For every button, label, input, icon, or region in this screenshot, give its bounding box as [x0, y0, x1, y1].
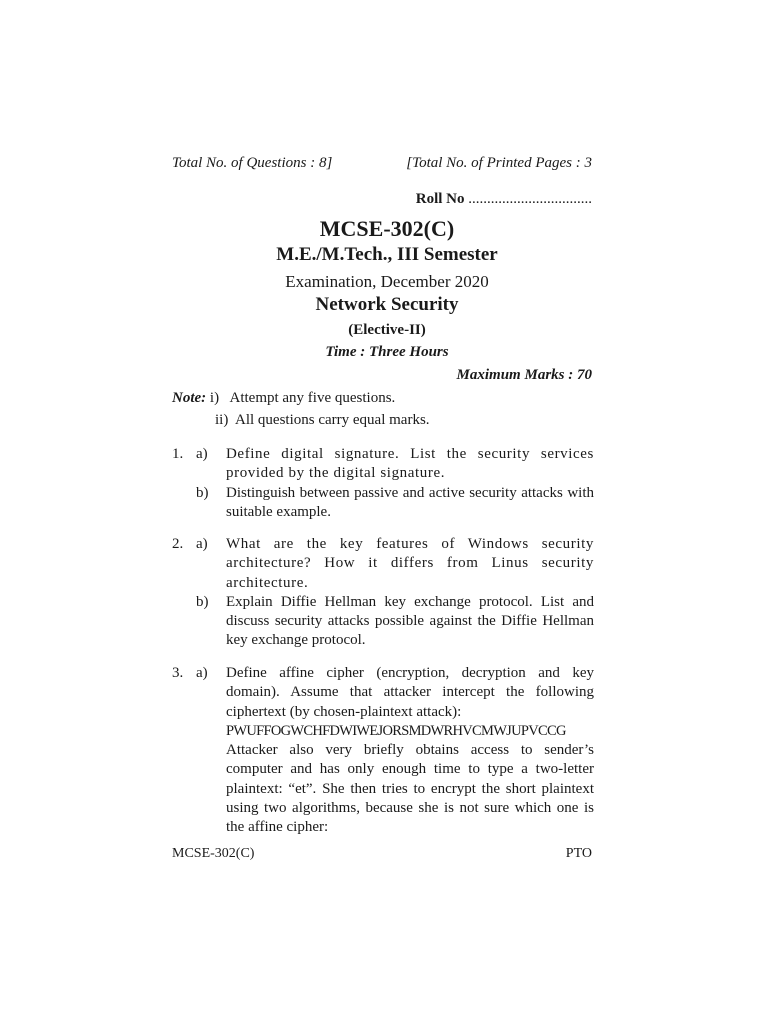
- question-3: [172, 664, 594, 838]
- question-1: [172, 445, 594, 522]
- question-number: 1.: [172, 446, 184, 462]
- ciphertext: PWUFFOGWCHFDWIWEJORSMDWRHVCMWJUPVCCG: [226, 722, 566, 739]
- exam-session: Examination, December 2020: [285, 272, 489, 291]
- roll-dots: .................................: [464, 191, 592, 207]
- footer-course-code: MCSE-302(C): [172, 846, 255, 861]
- semester-title: M.E./M.Tech., III Semester: [276, 244, 498, 265]
- maximum-marks: Maximum Marks : 70: [456, 367, 592, 383]
- question-text: Define digital signature. List the security services provided by the digital signature.: [226, 446, 594, 482]
- question-text: Define affine cipher (encryption, decryption and key domain). Assume that attacker intercept the following ciphertext (by chosen-plaintext attack):: [226, 665, 594, 720]
- question-text: Explain Diffie Hellman key exchange protocol. List and discuss security attacks possible against the Diffie Hellman key exchange protocol.: [226, 593, 594, 649]
- roll-number-line: [416, 191, 592, 208]
- total-questions: Total No. of Questions : 8]: [172, 155, 333, 171]
- elective-label: (Elective-II): [348, 322, 426, 338]
- question-text: What are the key features of Windows security architecture? How it differs from Linus security architecture.: [226, 536, 594, 591]
- subject-title: Network Security: [315, 294, 459, 315]
- footer-pto: PTO: [565, 846, 592, 861]
- course-code: MCSE-302(C): [319, 216, 455, 241]
- question-2: [172, 535, 594, 651]
- question-text-part: [226, 664, 594, 838]
- sub-label: b): [196, 484, 209, 501]
- roll-label: Roll No: [415, 191, 465, 207]
- sub-label: b): [196, 593, 209, 610]
- note-item: ii) All questions carry equal marks.: [215, 412, 430, 428]
- note-item: i) Attempt any five questions.: [209, 390, 396, 406]
- question-number: 2.: [172, 536, 184, 552]
- question-text: Distinguish between passive and active security attacks with suitable example.: [226, 484, 594, 520]
- sub-label: a): [196, 665, 208, 681]
- sub-label: a): [196, 446, 208, 462]
- sub-label: a): [196, 536, 208, 552]
- exam-duration: Time : Three Hours: [325, 344, 449, 360]
- question-number: 3.: [172, 665, 184, 681]
- note-line-1: [172, 390, 395, 407]
- total-pages: [Total No. of Printed Pages : 3: [406, 155, 592, 171]
- question-text-continued: Attacker also very briefly obtains access to sender’s computer and has only enough time to type a two-letter plaintext: “et”. She then tries to encrypt the short plaintext using two algorithms, because she is not sure which one is the affine cipher:: [226, 742, 594, 836]
- note-label: Note:: [172, 390, 207, 406]
